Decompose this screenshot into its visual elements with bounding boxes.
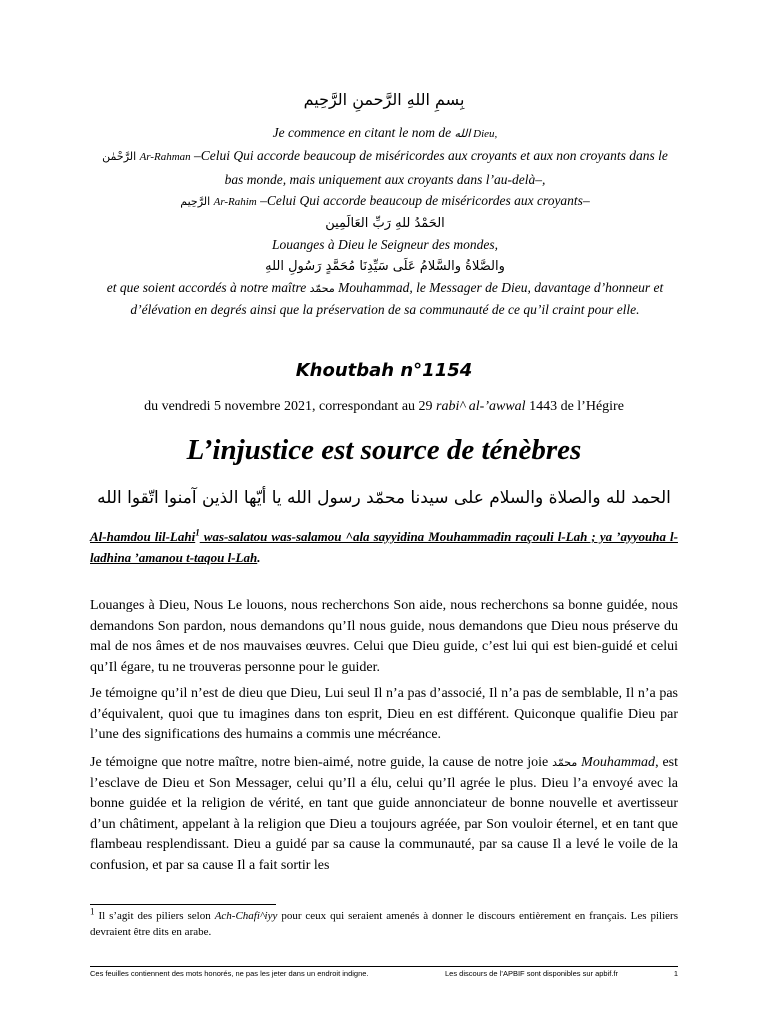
dateline: [0, 399, 768, 415]
page-number: 1: [673, 969, 678, 978]
footnote-school: Ach-Chafi^iyy: [214, 910, 278, 922]
paragraph-3: [90, 753, 678, 877]
paragraph-2: Je témoigne qu’il n’est de dieu que Dieu, Lui seul Il n’a pas d’associé, Il n’a pas de semblable, Il n’a pas d’équivalent, quoi que tu imagines dans ton esprit, Dieu en est différent. Quiconque qualifie Dieu par l’une des significations des humains a commis une mécréance.: [90, 686, 678, 743]
footnote-pre: Il s’agit des piliers selon: [94, 910, 215, 922]
paragraph-3-name: Mouhammad: [581, 755, 656, 770]
rahman-translit: Ar-Rahman: [139, 151, 191, 164]
intro-block: [100, 122, 670, 321]
translit-part-b: was-salatou was-salamou ^ala sayyidina Mouhammadin raçouli l-Lah ; ya ’ayyouha l-ladhina ’amanou t-taqou l-Lah: [90, 529, 678, 565]
paragraph-3-arabic: محمّد: [552, 756, 578, 769]
page-title: L’injustice est source de ténèbres: [186, 434, 582, 466]
opening-arabic: الحمد لله والصلاة والسلام على سيدنا محمّد رسول الله يا أيّها الذين آمنوا اتّقوا الله: [97, 488, 671, 508]
allah-arabic: الله: [454, 127, 471, 140]
translit-end: .: [257, 550, 261, 565]
salat-post: Mouhammad, le Messager de Dieu, davantage d’honneur et d’élévation en degrés ainsi que la préservation de sa communauté de ce qu’il craint pour elle.: [130, 280, 664, 318]
footnote: [90, 908, 678, 940]
dateline-post: 1443 de l’Hégire: [525, 399, 624, 414]
translit-part-a: Al-hamdou lil-Lahi: [90, 529, 196, 544]
dateline-month: rabi^ al-’awwal: [436, 399, 526, 414]
dateline-pre: du vendredi 5 novembre 2021, correspondant au 29: [144, 399, 437, 414]
rahim-text: –Celui Qui accorde beaucoup de miséricordes aux croyants–: [256, 192, 590, 208]
hamdoula-arabic: الحَمْدُ للهِ رَبِّ العَالَمِين: [325, 216, 445, 232]
footnote-divider: [90, 904, 276, 905]
rahman-text: –Celui Qui accorde beaucoup de miséricordes aux croyants et aux non croyants dans le bas monde, mais uniquement aux croyants dans l’au-delà–,: [190, 148, 668, 187]
muhammad-arabic: محمّد: [309, 282, 335, 296]
rahim-line: [100, 190, 670, 213]
footer-notice: Ces feuilles contiennent des mots honorés, ne pas les jeter dans un endroit indigne.: [90, 969, 369, 978]
footnote-post: pour ceux qui seraient amenés à donner le discours entièrement en français. Les piliers devraient être dits en arabe.: [90, 910, 678, 938]
salat-arabic: والصَّلاةُ والسَّلامُ عَلَى سَيِّدِنَا مُحَمَّدٍ رَسُولِ اللهِ: [265, 258, 505, 274]
louanges-line: Louanges à Dieu le Seigneur des mondes,: [271, 237, 499, 253]
salat-pre: et que soient accordés à notre maître: [106, 280, 310, 296]
paragraph-1: Louanges à Dieu, Nous Le louons, nous recherchons Son aide, nous recherchons sa bonne guidée, nous demandons Son pardon, nous demandons qu’Il nous guide, nous demandons que Dieu nous préserve du mal de nos âmes et de nos mauvaises œuvres. Celui que Dieu guide, c’est lui qui est bien-guidé et celui qu’Il égare, tu ne trouveras personne pour le guider.: [90, 598, 678, 675]
intro-line-1-post: Dieu,: [470, 128, 498, 140]
khoutbah-number: Khoutbah n°1154: [295, 360, 473, 381]
footnote-ref[interactable]: 1: [195, 527, 200, 538]
paragraph-3-pre: Je témoigne que notre maître, notre bien-aimé, notre guide, la cause de notre joie: [90, 755, 553, 770]
intro-line-1-pre: Je commence en citant le nom de: [272, 125, 455, 140]
intro-line-1: [100, 122, 670, 145]
footnote-number: 1: [90, 906, 95, 917]
basmala: بِسمِ اللهِ الرَّحمنِ الرَّحِيم: [303, 90, 465, 109]
rahim-translit: Ar-Rahim: [213, 195, 257, 208]
footer-divider: [90, 966, 678, 967]
rahman-line: [100, 145, 670, 190]
rahim-arabic: الرَّحِيم: [180, 194, 211, 208]
footer-website: Les discours de l’APBIF sont disponibles sur apbif.fr: [445, 969, 619, 978]
paragraph-3-post: , est l’esclave de Dieu et Son Messager, celui qu’Il a élu, celui qu’Il agrée le plus. Dieu l’a envoyé avec la bonne guidée et la religion de vérité, en tant que guide annonciateur de bonne nouvelle et avertisseur d’un châtiment, appelant à la religion que Dieu a toujours agréée, par Son vouloir éternel, et en tant que flambeau resplendissant. Dieu a guidé par sa cause la communauté, par sa cause Il a levé le voile de la confusion, et par sa cause Il a fait sortir les: [90, 755, 678, 873]
opening-transliteration: [90, 526, 678, 568]
rahman-arabic: الرَّحْمٰن: [102, 150, 137, 164]
salat-line: [100, 277, 670, 321]
